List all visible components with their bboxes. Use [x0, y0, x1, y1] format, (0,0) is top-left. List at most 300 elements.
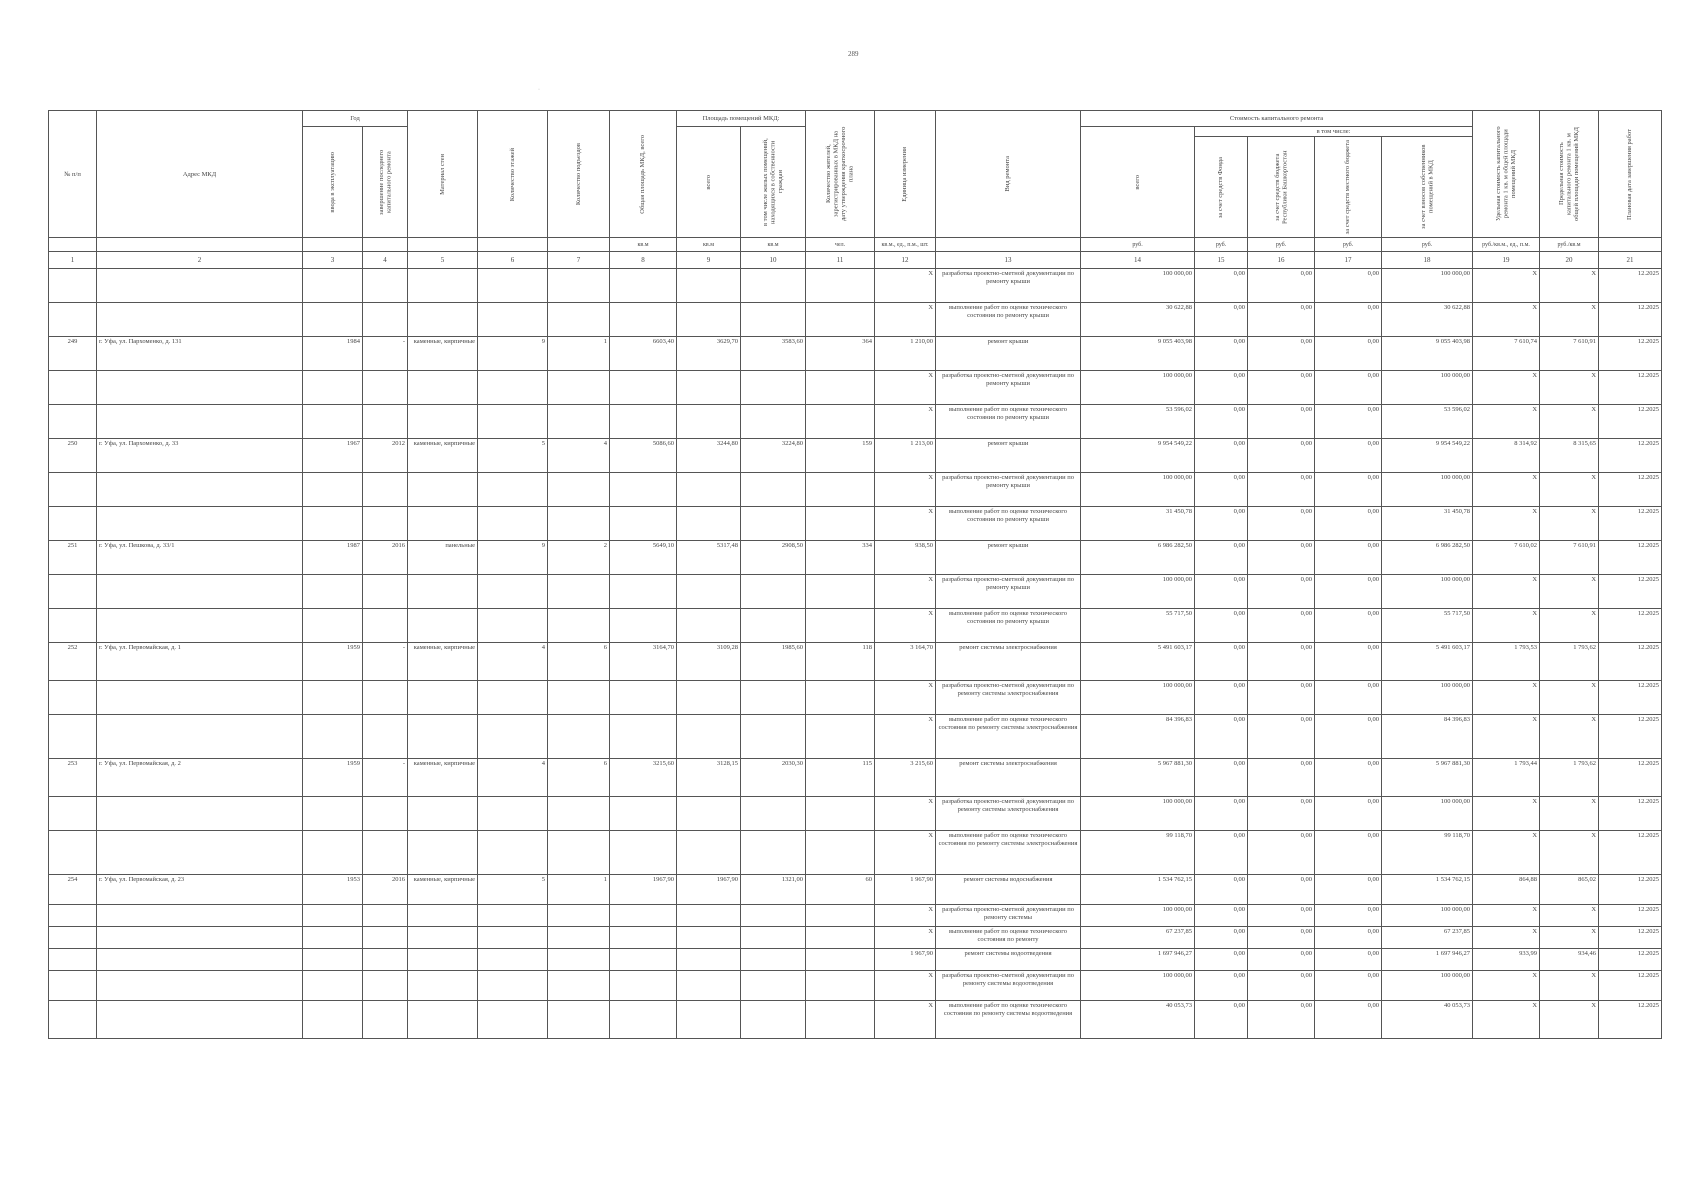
premises-private-cell: 2908,50 [741, 541, 806, 575]
entrances-cell [548, 269, 610, 303]
floors-cell [478, 507, 548, 541]
premises-total-cell [677, 269, 741, 303]
cost-total-cell: 100 000,00 [1081, 797, 1195, 831]
specific-cost-cell: 933,99 [1473, 949, 1540, 971]
total-area-cell: 5086,60 [610, 439, 677, 473]
residents-cell [806, 473, 875, 507]
entrances-cell [548, 303, 610, 337]
column-number: 6 [478, 252, 548, 269]
year-repair-cell: 2012 [363, 439, 408, 473]
premises-total-cell: 3109,28 [677, 643, 741, 681]
cost-total-cell: 99 118,70 [1081, 831, 1195, 875]
row-number [49, 681, 97, 715]
header-cost-total: всего [1081, 127, 1195, 238]
premises-private-cell: 3583,60 [741, 337, 806, 371]
wall-material-cell: каменные, кирпичные [408, 337, 478, 371]
specific-cost-cell: X [1473, 715, 1540, 759]
cost-local-cell: 0,00 [1315, 831, 1382, 875]
cost-local-cell: 0,00 [1315, 715, 1382, 759]
cost-total-cell: 84 396,83 [1081, 715, 1195, 759]
premises-total-cell [677, 507, 741, 541]
cost-local-cell: 0,00 [1315, 797, 1382, 831]
cost-fund-cell: 0,00 [1195, 507, 1248, 541]
repair-kind-cell: выполнение работ по оценке технического состояния по ремонту [936, 927, 1081, 949]
address-cell: г. Уфа, ул. Пешкова, д. 33/1 [97, 541, 303, 575]
deadline-cell: 12.2025 [1599, 371, 1662, 405]
address-cell [97, 831, 303, 875]
floors-cell [478, 797, 548, 831]
cost-rb-cell: 0,00 [1248, 507, 1315, 541]
premises-private-cell [741, 949, 806, 971]
cost-total-cell: 31 450,78 [1081, 507, 1195, 541]
specific-cost-cell: X [1473, 831, 1540, 875]
year-repair-cell [363, 303, 408, 337]
total-area-cell [610, 405, 677, 439]
entrances-cell [548, 927, 610, 949]
unit-cell [936, 238, 1081, 252]
cost-owners-cell: 40 053,73 [1382, 1001, 1473, 1039]
max-cost-cell: X [1540, 927, 1599, 949]
column-number: 5 [408, 252, 478, 269]
header-address: Адрес МКД [97, 111, 303, 238]
residents-cell [806, 303, 875, 337]
entrances-cell [548, 681, 610, 715]
unit-cell: 1 210,00 [875, 337, 936, 371]
unit-cell: X [875, 507, 936, 541]
deadline-cell: 12.2025 [1599, 507, 1662, 541]
residents-cell [806, 715, 875, 759]
wall-material-cell [408, 905, 478, 927]
repair-kind-cell: выполнение работ по оценке технического состояния по ремонту системы водоотведения [936, 1001, 1081, 1039]
deadline-cell: 12.2025 [1599, 949, 1662, 971]
residents-cell [806, 927, 875, 949]
total-area-cell: 3164,70 [610, 643, 677, 681]
entrances-cell [548, 905, 610, 927]
cost-owners-cell: 9 055 403,98 [1382, 337, 1473, 371]
entrances-cell [548, 797, 610, 831]
max-cost-cell: X [1540, 303, 1599, 337]
wall-material-cell [408, 1001, 478, 1039]
premises-private-cell [741, 681, 806, 715]
premises-total-cell [677, 303, 741, 337]
wall-material-cell [408, 831, 478, 875]
address-cell [97, 269, 303, 303]
premises-private-cell [741, 927, 806, 949]
specific-cost-cell: 1 793,44 [1473, 759, 1540, 797]
year-commission-cell: 1959 [303, 643, 363, 681]
specific-cost-cell: X [1473, 797, 1540, 831]
unit-cell: 1 967,90 [875, 949, 936, 971]
residents-cell [806, 405, 875, 439]
cost-local-cell: 0,00 [1315, 643, 1382, 681]
premises-total-cell [677, 949, 741, 971]
column-number: 19 [1473, 252, 1540, 269]
premises-total-cell [677, 797, 741, 831]
table-row [49, 643, 1662, 681]
cost-fund-cell: 0,00 [1195, 371, 1248, 405]
wall-material-cell: каменные, кирпичные [408, 643, 478, 681]
unit-cell: 3 215,60 [875, 759, 936, 797]
column-number: 11 [806, 252, 875, 269]
premises-private-cell [741, 797, 806, 831]
year-commission-cell: 1953 [303, 875, 363, 905]
wall-material-cell: каменные, кирпичные [408, 759, 478, 797]
residents-cell [806, 971, 875, 1001]
year-repair-cell [363, 949, 408, 971]
max-cost-cell: X [1540, 473, 1599, 507]
total-area-cell [610, 575, 677, 609]
cost-local-cell: 0,00 [1315, 927, 1382, 949]
table-body [49, 269, 1662, 1039]
specific-cost-cell: 1 793,53 [1473, 643, 1540, 681]
table-row [49, 575, 1662, 609]
cost-rb-cell: 0,00 [1248, 609, 1315, 643]
cost-local-cell: 0,00 [1315, 337, 1382, 371]
entrances-cell [548, 405, 610, 439]
year-repair-cell [363, 927, 408, 949]
floors-cell: 4 [478, 759, 548, 797]
year-repair-cell [363, 507, 408, 541]
unit-cell: X [875, 575, 936, 609]
entrances-cell: 6 [548, 643, 610, 681]
cost-total-cell: 100 000,00 [1081, 575, 1195, 609]
column-number: 16 [1248, 252, 1315, 269]
cost-local-cell: 0,00 [1315, 507, 1382, 541]
row-number [49, 905, 97, 927]
premises-private-cell: 2030,30 [741, 759, 806, 797]
cost-total-cell: 30 622,88 [1081, 303, 1195, 337]
table-row [49, 831, 1662, 875]
max-cost-cell: X [1540, 681, 1599, 715]
repair-kind-cell: разработка проектно-сметной документации по ремонту системы [936, 905, 1081, 927]
specific-cost-cell: 7 610,02 [1473, 541, 1540, 575]
year-repair-cell [363, 473, 408, 507]
year-repair-cell [363, 405, 408, 439]
address-cell [97, 797, 303, 831]
column-number: 2 [97, 252, 303, 269]
specific-cost-cell: X [1473, 971, 1540, 1001]
cost-rb-cell: 0,00 [1248, 473, 1315, 507]
cost-fund-cell: 0,00 [1195, 439, 1248, 473]
unit-cell: кв.м [610, 238, 677, 252]
cost-total-cell: 5 491 603,17 [1081, 643, 1195, 681]
floors-cell: 9 [478, 337, 548, 371]
cost-rb-cell: 0,00 [1248, 875, 1315, 905]
year-commission-cell [303, 405, 363, 439]
address-cell: г. Уфа, ул. Первомайская, д. 23 [97, 875, 303, 905]
max-cost-cell: 1 793,62 [1540, 643, 1599, 681]
year-commission-cell [303, 507, 363, 541]
cost-fund-cell: 0,00 [1195, 905, 1248, 927]
header-cost-rb: за счет средств бюджета Республики Башкортостан [1248, 137, 1315, 238]
residents-cell [806, 609, 875, 643]
table-row [49, 797, 1662, 831]
wall-material-cell [408, 575, 478, 609]
unit-cell [408, 238, 478, 252]
row-number [49, 715, 97, 759]
cost-owners-cell: 30 622,88 [1382, 303, 1473, 337]
cost-rb-cell: 0,00 [1248, 797, 1315, 831]
year-commission-cell [303, 269, 363, 303]
total-area-cell [610, 507, 677, 541]
cost-total-cell: 5 967 881,30 [1081, 759, 1195, 797]
unit-cell: X [875, 609, 936, 643]
row-number: 250 [49, 439, 97, 473]
entrances-cell [548, 1001, 610, 1039]
wall-material-cell [408, 269, 478, 303]
floors-cell [478, 405, 548, 439]
residents-cell [806, 681, 875, 715]
unit-cell [97, 238, 303, 252]
max-cost-cell: 934,46 [1540, 949, 1599, 971]
cost-rb-cell: 0,00 [1248, 439, 1315, 473]
repair-kind-cell: выполнение работ по оценке технического состояния по ремонту системы электроснабжения [936, 831, 1081, 875]
unit-cell [49, 238, 97, 252]
premises-private-cell [741, 609, 806, 643]
cost-total-cell: 100 000,00 [1081, 371, 1195, 405]
cost-total-cell: 100 000,00 [1081, 905, 1195, 927]
premises-private-cell [741, 371, 806, 405]
table-row [49, 371, 1662, 405]
max-cost-cell: X [1540, 405, 1599, 439]
deadline-cell: 12.2025 [1599, 303, 1662, 337]
premises-total-cell: 1967,90 [677, 875, 741, 905]
deadline-cell: 12.2025 [1599, 905, 1662, 927]
cost-fund-cell: 0,00 [1195, 609, 1248, 643]
cost-total-cell: 6 986 282,50 [1081, 541, 1195, 575]
cost-owners-cell: 100 000,00 [1382, 473, 1473, 507]
unit-cell: X [875, 371, 936, 405]
floors-cell [478, 905, 548, 927]
table-row [49, 971, 1662, 1001]
column-number: 15 [1195, 252, 1248, 269]
cost-owners-cell: 100 000,00 [1382, 371, 1473, 405]
row-number: 249 [49, 337, 97, 371]
column-number: 12 [875, 252, 936, 269]
floors-cell [478, 831, 548, 875]
premises-total-cell [677, 405, 741, 439]
year-repair-cell [363, 971, 408, 1001]
max-cost-cell: 8 315,65 [1540, 439, 1599, 473]
cost-local-cell: 0,00 [1315, 609, 1382, 643]
unit-cell: X [875, 905, 936, 927]
column-number: 8 [610, 252, 677, 269]
column-number: 21 [1599, 252, 1662, 269]
address-cell: г. Уфа, ул. Первомайская, д. 2 [97, 759, 303, 797]
table-row [49, 405, 1662, 439]
floors-cell [478, 473, 548, 507]
repair-kind-cell: ремонт крыши [936, 439, 1081, 473]
address-cell [97, 405, 303, 439]
floors-cell [478, 927, 548, 949]
cost-owners-cell: 53 596,02 [1382, 405, 1473, 439]
cost-rb-cell: 0,00 [1248, 927, 1315, 949]
year-commission-cell [303, 715, 363, 759]
specific-cost-cell: X [1473, 575, 1540, 609]
year-commission-cell [303, 971, 363, 1001]
total-area-cell [610, 371, 677, 405]
entrances-cell: 6 [548, 759, 610, 797]
specific-cost-cell: 864,88 [1473, 875, 1540, 905]
total-area-cell [610, 949, 677, 971]
residents-cell [806, 507, 875, 541]
premises-total-cell [677, 971, 741, 1001]
year-commission-cell: 1987 [303, 541, 363, 575]
premises-private-cell: 3224,80 [741, 439, 806, 473]
address-cell [97, 715, 303, 759]
row-number: 252 [49, 643, 97, 681]
premises-total-cell [677, 831, 741, 875]
premises-total-cell: 3244,80 [677, 439, 741, 473]
year-repair-cell: 2016 [363, 875, 408, 905]
wall-material-cell [408, 927, 478, 949]
deadline-cell: 12.2025 [1599, 831, 1662, 875]
cost-fund-cell: 0,00 [1195, 541, 1248, 575]
cost-rb-cell: 0,00 [1248, 371, 1315, 405]
cost-rb-cell: 0,00 [1248, 831, 1315, 875]
wall-material-cell [408, 797, 478, 831]
entrances-cell [548, 609, 610, 643]
deadline-cell: 12.2025 [1599, 715, 1662, 759]
premises-total-cell [677, 927, 741, 949]
cost-local-cell: 0,00 [1315, 759, 1382, 797]
cost-rb-cell: 0,00 [1248, 1001, 1315, 1039]
deadline-cell: 12.2025 [1599, 927, 1662, 949]
repair-kind-cell: выполнение работ по оценке технического состояния по ремонту крыши [936, 507, 1081, 541]
wall-material-cell [408, 473, 478, 507]
cost-fund-cell: 0,00 [1195, 797, 1248, 831]
unit-cell: кв.м [741, 238, 806, 252]
address-cell [97, 609, 303, 643]
table-row [49, 905, 1662, 927]
specific-cost-cell: X [1473, 371, 1540, 405]
specific-cost-cell: 8 314,92 [1473, 439, 1540, 473]
cost-owners-cell: 100 000,00 [1382, 269, 1473, 303]
max-cost-cell: X [1540, 905, 1599, 927]
cost-fund-cell: 0,00 [1195, 1001, 1248, 1039]
specific-cost-cell: 7 610,74 [1473, 337, 1540, 371]
cost-local-cell: 0,00 [1315, 949, 1382, 971]
max-cost-cell: X [1540, 971, 1599, 1001]
premises-private-cell [741, 1001, 806, 1039]
column-number: 20 [1540, 252, 1599, 269]
table-row [49, 303, 1662, 337]
cost-rb-cell: 0,00 [1248, 905, 1315, 927]
cost-total-cell: 100 000,00 [1081, 473, 1195, 507]
cost-fund-cell: 0,00 [1195, 337, 1248, 371]
cost-fund-cell: 0,00 [1195, 971, 1248, 1001]
wall-material-cell: панельные [408, 541, 478, 575]
cost-local-cell: 0,00 [1315, 971, 1382, 1001]
deadline-cell: 12.2025 [1599, 971, 1662, 1001]
total-area-cell: 3215,60 [610, 759, 677, 797]
cost-rb-cell: 0,00 [1248, 303, 1315, 337]
year-commission-cell [303, 927, 363, 949]
premises-private-cell: 1985,60 [741, 643, 806, 681]
address-cell [97, 507, 303, 541]
table-row [49, 439, 1662, 473]
max-cost-cell: X [1540, 1001, 1599, 1039]
floors-cell [478, 681, 548, 715]
floors-cell [478, 575, 548, 609]
scan-speck: · [538, 87, 540, 93]
column-numbers-row [49, 252, 1662, 269]
entrances-cell [548, 507, 610, 541]
year-commission-cell [303, 797, 363, 831]
repair-kind-cell: ремонт системы водоотведения [936, 949, 1081, 971]
header-no: № п/п [49, 111, 97, 238]
premises-private-cell [741, 575, 806, 609]
floors-cell [478, 971, 548, 1001]
cost-owners-cell: 84 396,83 [1382, 715, 1473, 759]
header-year-group: Год [303, 111, 408, 127]
unit-cell: X [875, 473, 936, 507]
repair-kind-cell: выполнение работ по оценке технического состояния по ремонту крыши [936, 405, 1081, 439]
table-header [49, 111, 1662, 269]
year-commission-cell [303, 303, 363, 337]
total-area-cell [610, 609, 677, 643]
premises-total-cell [677, 609, 741, 643]
column-number: 4 [363, 252, 408, 269]
cost-owners-cell: 100 000,00 [1382, 575, 1473, 609]
unit-cell: руб. [1315, 238, 1382, 252]
row-number [49, 949, 97, 971]
premises-total-cell [677, 575, 741, 609]
residents-cell [806, 905, 875, 927]
address-cell [97, 681, 303, 715]
cost-owners-cell: 5 967 881,30 [1382, 759, 1473, 797]
column-number: 3 [303, 252, 363, 269]
unit-cell: 1 967,90 [875, 875, 936, 905]
cost-owners-cell: 6 986 282,50 [1382, 541, 1473, 575]
entrances-cell [548, 715, 610, 759]
premises-private-cell [741, 303, 806, 337]
repair-kind-cell: разработка проектно-сметной документации по ремонту крыши [936, 575, 1081, 609]
total-area-cell [610, 971, 677, 1001]
cost-owners-cell: 31 450,78 [1382, 507, 1473, 541]
row-number [49, 797, 97, 831]
total-area-cell [610, 303, 677, 337]
residents-cell [806, 371, 875, 405]
row-number [49, 473, 97, 507]
year-repair-cell [363, 797, 408, 831]
cost-rb-cell: 0,00 [1248, 949, 1315, 971]
entrances-cell [548, 473, 610, 507]
residents-cell [806, 831, 875, 875]
header-year-commission: ввода в эксплуатацию [303, 127, 363, 238]
specific-cost-cell: X [1473, 303, 1540, 337]
address-cell [97, 575, 303, 609]
table-row [49, 269, 1662, 303]
address-cell [97, 927, 303, 949]
floors-cell: 4 [478, 643, 548, 681]
cost-local-cell: 0,00 [1315, 681, 1382, 715]
total-area-cell: 6603,40 [610, 337, 677, 371]
table-row [49, 337, 1662, 371]
cost-total-cell: 53 596,02 [1081, 405, 1195, 439]
year-repair-cell [363, 269, 408, 303]
unit-cell: X [875, 405, 936, 439]
max-cost-cell: 7 610,91 [1540, 337, 1599, 371]
cost-fund-cell: 0,00 [1195, 405, 1248, 439]
cost-total-cell: 1 534 762,15 [1081, 875, 1195, 905]
cost-rb-cell: 0,00 [1248, 337, 1315, 371]
header-incl: в том числе: [1195, 127, 1473, 137]
cost-fund-cell: 0,00 [1195, 875, 1248, 905]
row-number [49, 971, 97, 1001]
premises-total-cell [677, 473, 741, 507]
year-commission-cell [303, 949, 363, 971]
